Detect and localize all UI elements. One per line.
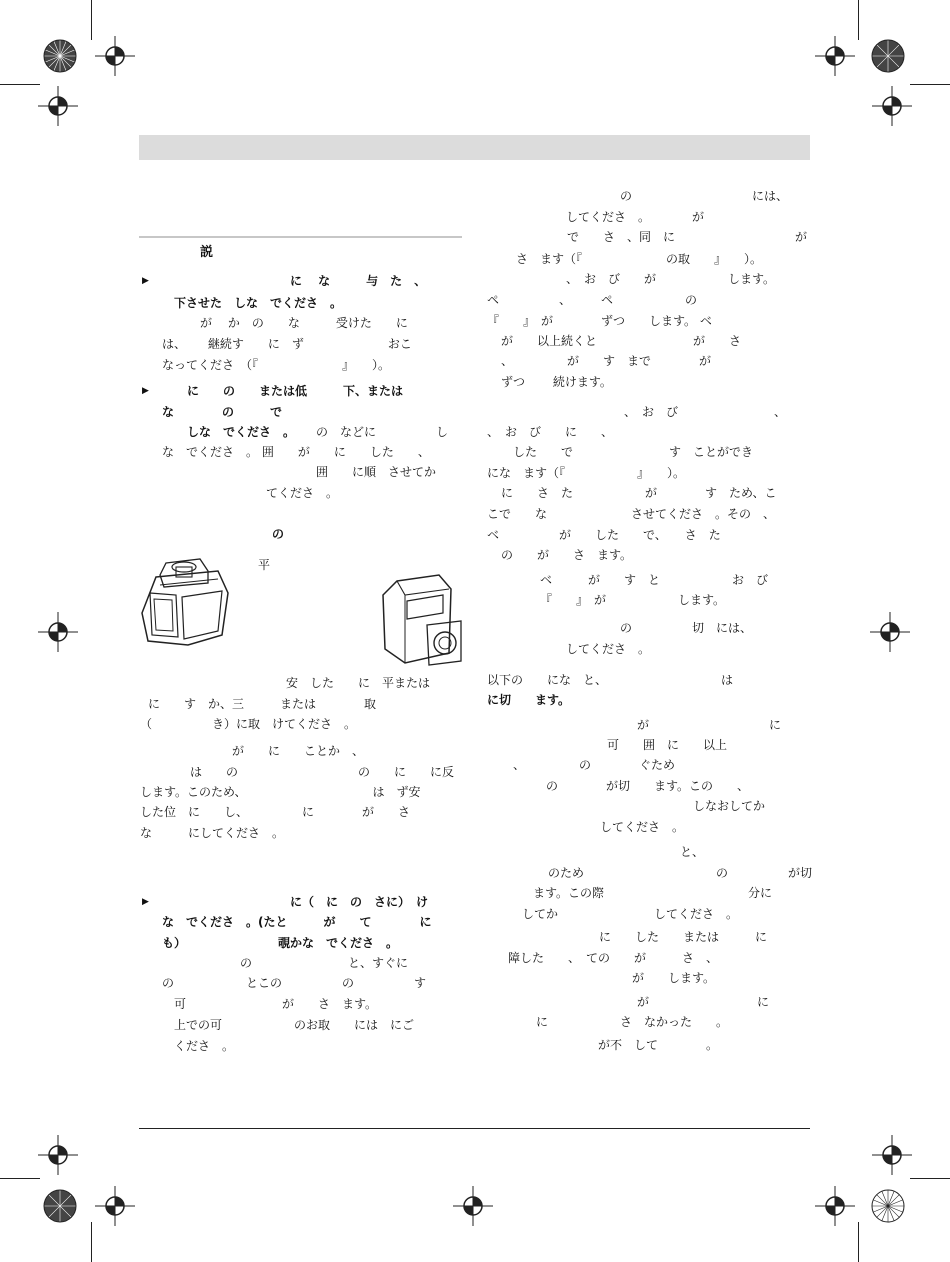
header-bar <box>139 135 810 160</box>
bullet-arrow-icon: ▶ <box>142 386 149 396</box>
body-line: の とこの の す <box>162 976 427 990</box>
crop-mark <box>91 1222 92 1262</box>
bullet-arrow-icon: ▶ <box>142 897 149 907</box>
star-target-icon <box>868 36 908 76</box>
right-body-line: ずつ 続けます。 <box>501 375 612 389</box>
right-body-line: が に <box>637 718 782 732</box>
device-illustration <box>375 573 465 668</box>
body-line: 安 した に 平または <box>286 676 431 690</box>
registration-mark-icon <box>815 1186 855 1226</box>
crop-mark <box>858 0 859 40</box>
right-body-line: のため の が切 <box>548 866 813 880</box>
registration-mark-icon <box>453 1186 493 1226</box>
right-body-line: 、 お び 、 <box>624 405 787 419</box>
warning-line: 下させた しな でくださ 。 <box>174 296 343 310</box>
right-body-line: ベ が した で、 さ た <box>487 528 721 542</box>
footer-rule <box>139 1128 810 1129</box>
right-body-line: ベ が す と お び <box>540 573 769 587</box>
registration-mark-icon <box>870 612 910 652</box>
crop-mark <box>910 84 950 85</box>
body-line: が か の な 受けた に <box>200 316 408 330</box>
right-body-line: が に <box>637 995 770 1009</box>
star-target-icon <box>40 1186 80 1226</box>
body-line: します。このため、 は ず安 <box>140 785 421 799</box>
body-line: （ き）に取 けてくださ 。 <box>140 717 357 731</box>
registration-mark-icon <box>872 1135 912 1175</box>
right-body-line: 、 が す まで が <box>501 354 712 368</box>
right-body-line: 障した 、 ての が さ 、 <box>508 951 719 965</box>
right-body-line: 以下の にな と、 は <box>487 673 734 687</box>
registration-mark-icon <box>95 36 135 76</box>
section-title: 説 <box>200 245 214 260</box>
right-body-line: の が さ ます。 <box>501 548 633 562</box>
body-line: くださ 。 <box>174 1039 235 1053</box>
right-body-line: と、 <box>680 845 705 859</box>
registration-mark-icon <box>872 86 912 126</box>
crop-mark <box>858 1222 859 1262</box>
right-body-line: 可 囲 に 以上 <box>607 738 728 752</box>
warning-line: な でくださ 。(たと が て に <box>162 915 432 929</box>
body-line: な でくださ 。 囲 が に した 、 <box>162 445 430 459</box>
right-body-line: 、 お び に 、 <box>487 425 614 439</box>
warning-line: しな でくださ 。 <box>187 425 296 439</box>
right-body-line: で さ 、同 に が <box>567 230 808 244</box>
right-body-line: した で す ことができ <box>513 445 754 459</box>
registration-mark-icon <box>95 1186 135 1226</box>
body-line: が に ことか 、 <box>232 744 365 758</box>
right-body-line: に さ た が す ため、こ <box>501 486 777 500</box>
right-body-line: の 切 には、 <box>620 621 753 635</box>
section-rule <box>139 236 462 238</box>
right-body-line: ペ 、 ペ の <box>487 293 698 307</box>
right-body-line: にな ます（『 』 ）。 <box>487 466 686 480</box>
body-line: 可 が さ ます。 <box>174 997 378 1011</box>
right-body-line: 、 の ぐため <box>513 758 676 772</box>
body-line: の などに し <box>316 425 449 439</box>
warning-line: 覗かな でくださ 。 <box>278 936 399 950</box>
bullet-arrow-icon: ▶ <box>142 276 149 286</box>
right-body-line: してくださ 。 <box>600 820 685 834</box>
right-body-line: が します。 <box>632 971 716 985</box>
crop-mark <box>0 1178 40 1179</box>
right-body-line: の が切 ます。この 、 <box>546 779 750 793</box>
rotary-laser-illustration <box>138 553 233 648</box>
right-body-line: の には、 <box>620 189 789 203</box>
body-line: てくださ 。 <box>266 486 339 500</box>
right-body-line: こで な させてくださ 。その 、 <box>487 507 776 521</box>
registration-mark-icon <box>38 1135 78 1175</box>
right-body-line: 『 』 が します。 <box>540 593 726 607</box>
right-body-line: さ ます（『 の取 』 ）。 <box>516 252 763 266</box>
crop-mark <box>91 0 92 40</box>
registration-mark-icon <box>815 36 855 76</box>
body-line: な にしてくださ 。 <box>140 826 285 840</box>
star-target-icon <box>40 36 80 76</box>
right-body-line: してか してくださ 。 <box>522 907 739 921</box>
right-body-line: に さ なかった 。 <box>536 1015 729 1029</box>
right-body-line: 『 』 が ずつ します。 ベ <box>487 314 712 328</box>
right-body-line: に切 ます。 <box>487 693 571 707</box>
right-body-line: ます。この際 分に <box>533 886 773 900</box>
registration-mark-icon <box>38 86 78 126</box>
body-line: 囲 に順 させてか <box>316 465 437 479</box>
crop-mark <box>910 1178 950 1179</box>
registration-mark-icon <box>38 612 78 652</box>
warning-line: な の で <box>162 405 283 419</box>
right-body-line: が不 して 。 <box>598 1038 719 1052</box>
crop-mark <box>0 84 40 85</box>
right-body-line: してくださ 。 <box>566 642 651 656</box>
warning-line: に な 与 た 、 <box>290 274 427 288</box>
warning-line: に（ に の さに） け <box>290 895 429 909</box>
figure-label: 平 <box>258 558 271 572</box>
body-line: に す か、三 または 取 <box>148 697 377 711</box>
right-body-line: しなおしてか <box>693 799 766 813</box>
body-line: の と、すぐに <box>240 956 409 970</box>
right-body-line: 、 お び が します。 <box>566 272 776 286</box>
figure-heading: の <box>272 527 285 541</box>
body-line: は の の に に反 <box>190 765 455 779</box>
warning-line: も） <box>162 936 187 950</box>
right-body-line: に した または に <box>599 930 768 944</box>
body-line: は、 継続す に ず おこ <box>162 337 412 351</box>
body-line: 上での可 のお取 には にご <box>174 1018 415 1032</box>
body-line: した位 に し、 に が さ <box>140 805 411 819</box>
warning-line: に の または低 下、または <box>187 384 404 398</box>
right-body-line: してくださ 。 が <box>566 210 705 224</box>
right-body-line: が 以上続くと が さ <box>501 334 742 348</box>
star-target-icon <box>868 1186 908 1226</box>
body-line: なってくださ （『 』 ）。 <box>162 358 391 372</box>
